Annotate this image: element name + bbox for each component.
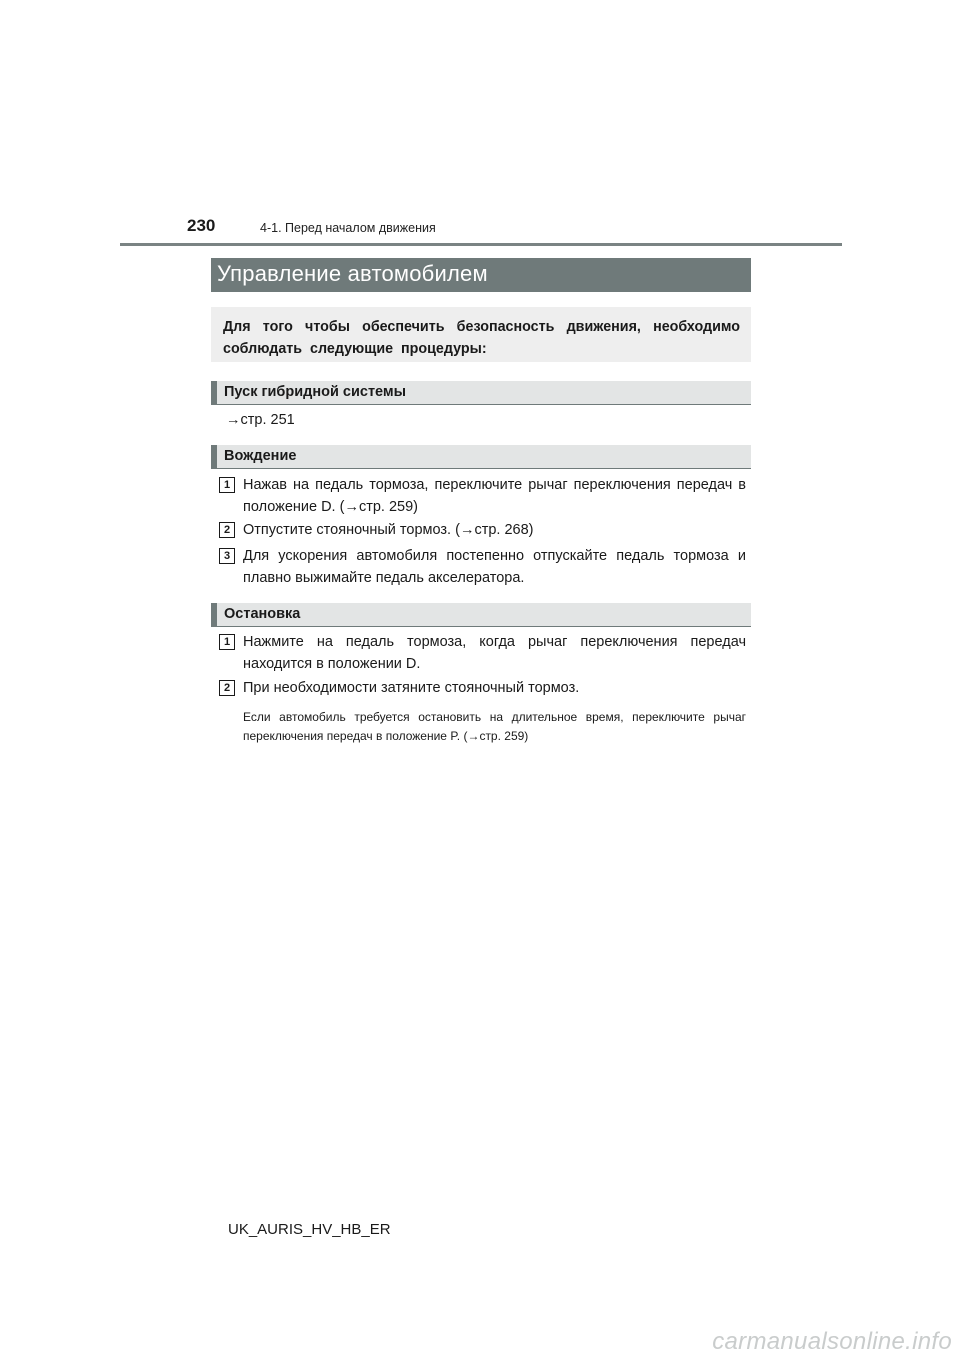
page-title-bar (211, 258, 751, 292)
footer-code: UK_AURIS_HV_HB_ER (228, 1221, 391, 1238)
watermark: carmanualsonline.info (712, 1328, 952, 1355)
step-number: 2 (219, 680, 235, 696)
step-number: 1 (219, 477, 235, 493)
subheading-label: Пуск гибридной системы (224, 384, 407, 400)
subheading-label: Остановка (224, 606, 301, 622)
subheading-label: Вождение (224, 448, 297, 464)
page-title: Управление автомобилем (217, 261, 488, 286)
note-text: Если автомобиль требуется остановить на длительное время, переключите рычаг переключения передач в положение P. (→стр. 259) (243, 710, 746, 743)
subheading-driving (211, 445, 751, 469)
step-number: 3 (219, 548, 235, 564)
step-text: Нажав на педаль тормоза, переключите рычаг переключения передач в положение D. (→стр. 259) (243, 477, 746, 515)
section-breadcrumb: 4-1. Перед началом движения (260, 221, 436, 235)
step-number: 1 (219, 634, 235, 650)
step-text: Для ускорения автомобиля постепенно отпускайте педаль тормоза и плавно выжимайте педаль акселератора. (243, 548, 746, 586)
page-reference: →стр. 251 (226, 412, 295, 428)
page-number: 230 (187, 216, 216, 235)
step-number: 2 (219, 522, 235, 538)
subheading-hybrid-start (211, 381, 751, 405)
header-rule (120, 243, 842, 246)
step-text: Нажмите на педаль тормоза, когда рычаг переключения передач находится в положении D. (243, 634, 746, 672)
intro-box (211, 307, 751, 362)
subheading-stopping (211, 603, 751, 627)
step-text: Отпустите стояночный тормоз. (→стр. 268) (243, 522, 534, 538)
intro-text: Для того чтобы обеспечить безопасность движения, необходимо соблюдать следующие процедуры: (223, 319, 740, 357)
step-text: При необходимости затяните стояночный тормоз. (243, 680, 580, 696)
